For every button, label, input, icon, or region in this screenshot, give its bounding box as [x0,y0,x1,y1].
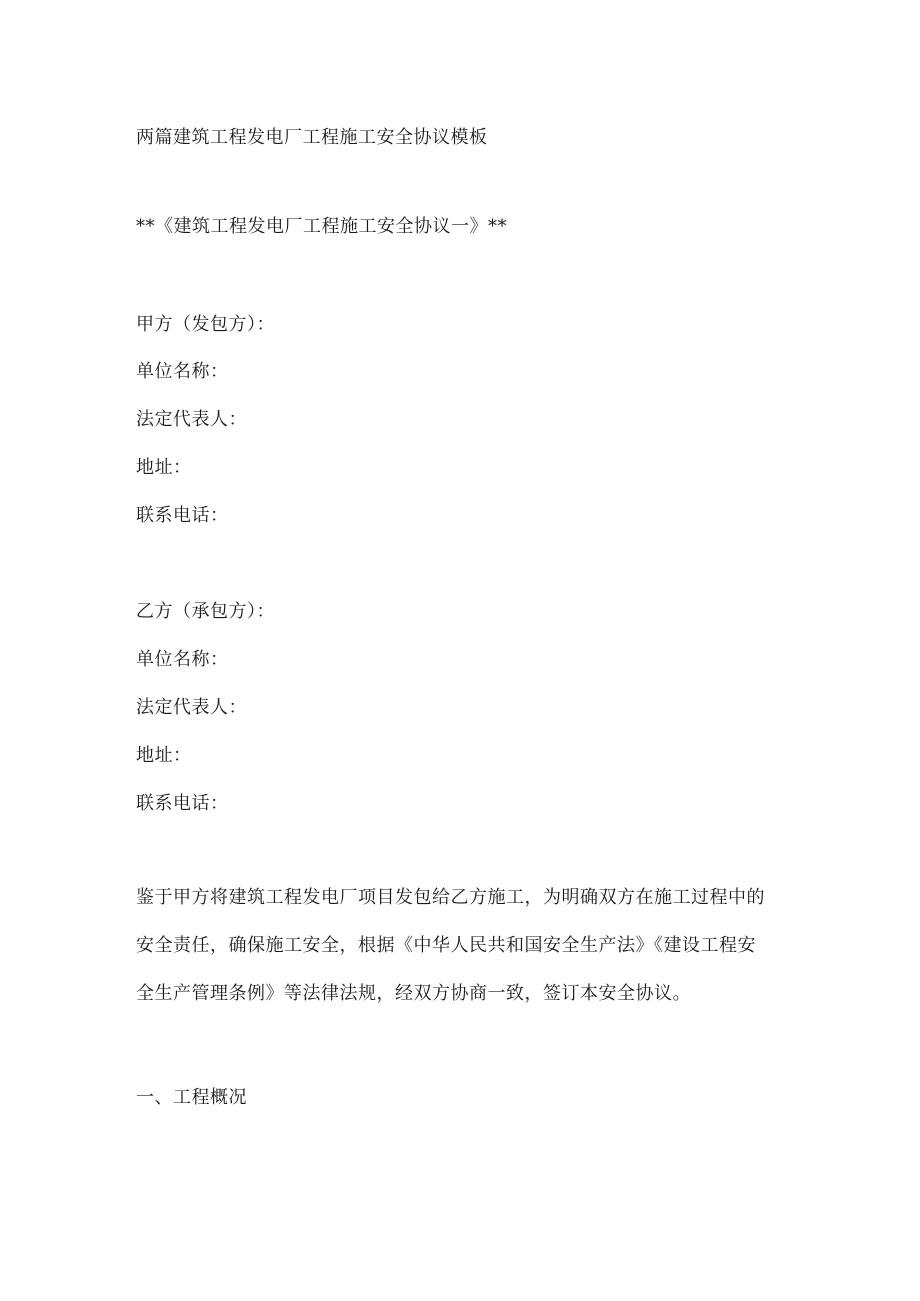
document-title: 两篇建筑工程发电厂工程施工安全协议模板 [136,127,488,148]
preamble-line: 安全责任，确保施工安全，根据《中华人民共和国安全生产法》《建设工程安 [136,935,756,956]
party-a-address-label: 地址： [136,457,192,478]
party-b-address-label: 地址： [136,745,192,766]
party-b-phone-label: 联系电话： [136,793,229,814]
party-b-unit-name-label: 单位名称： [136,649,229,670]
party-a-unit-name-label: 单位名称： [136,361,229,382]
party-b-legal-rep-label: 法定代表人： [136,697,247,718]
party-a-legal-rep-label: 法定代表人： [136,409,247,430]
party-a-phone-label: 联系电话： [136,505,229,526]
preamble-line: 鉴于甲方将建筑工程发电厂项目发包给乙方施工，为明确双方在施工过程中的 [136,887,765,908]
preamble-line: 全生产管理条例》等法律法规，经双方协商一致，签订本安全协议。 [136,983,691,1004]
party-b-heading: 乙方（承包方）： [136,601,275,622]
preamble-paragraph [136,874,786,1018]
section-1-heading: 一、工程概况 [136,1087,247,1108]
agreement-subtitle: **《建筑工程发电厂工程施工安全协议一》** [136,216,507,237]
party-a-heading: 甲方（发包方）： [136,314,275,335]
